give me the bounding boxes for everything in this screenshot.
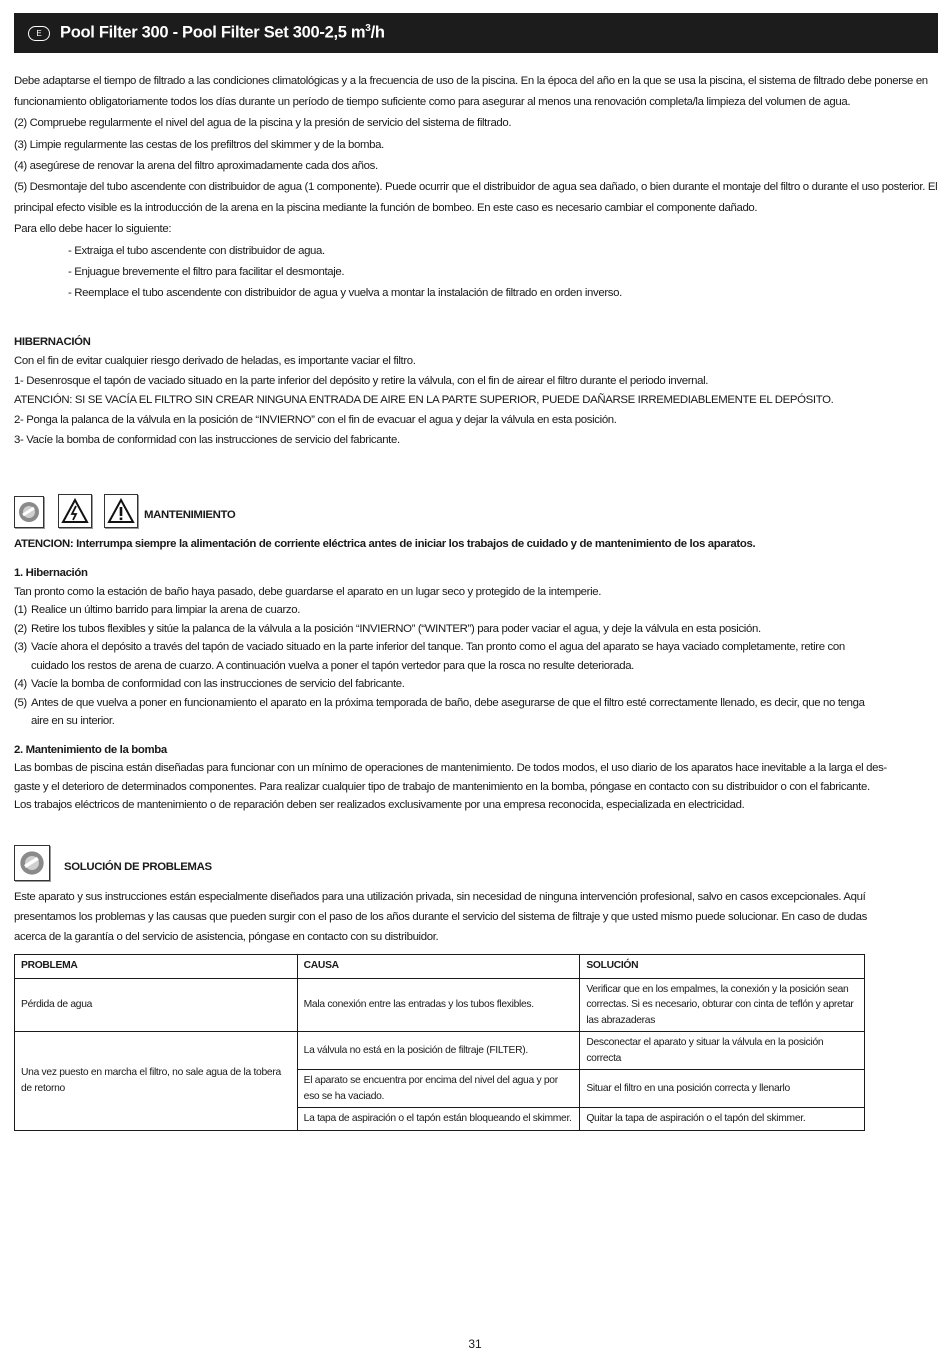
table-row bbox=[15, 978, 865, 1032]
table-cell: Desconectar el aparato y situar la válvula en la posición correcta bbox=[580, 1032, 865, 1070]
hibernacion-line: 2- Ponga la palanca de la válvula en la posición de “INVIERNO” con el fin de evacuar el agua y dejar la válvula en esta posición. bbox=[14, 414, 617, 427]
pump-line: Los trabajos eléctricos de mantenimiento o de reparación deben ser realizados exclusivamente por una empresa reconocida, especializada en electricidad. bbox=[14, 799, 745, 812]
intro-step: - Extraiga el tubo ascendente con distribuidor de agua. bbox=[68, 244, 325, 257]
intro-step: - Enjuague brevemente el filtro para facilitar el desmontaje. bbox=[68, 265, 345, 278]
problemas-intro-line: Este aparato y sus instrucciones están especialmente diseñados para una utilización privada, sin necesidad de ninguna intervención profesional, salvo en casos excepcionales. Aquí bbox=[14, 890, 866, 903]
maintenance-warning: ATENCION: Interrumpa siempre la alimentación de corriente eléctrica antes de iniciar los trabajos de cuidado y de mantenimiento de los aparatos. bbox=[14, 538, 756, 551]
intro-section bbox=[14, 71, 938, 304]
column-header: CAUSA bbox=[297, 954, 580, 978]
manual-page bbox=[14, 13, 938, 1131]
list-item: (4) Vacíe la bomba de conformidad con las instrucciones de servicio del fabricante. bbox=[14, 678, 405, 691]
mantenimiento-header bbox=[14, 494, 938, 528]
table-cell: La tapa de aspiración o el tapón están bloqueando el skimmer. bbox=[297, 1108, 580, 1131]
table-row bbox=[15, 1032, 865, 1070]
page-title: Pool Filter 300 - Pool Filter Set 300-2,5 $m^3/h$ bbox=[60, 23, 385, 42]
table-cell: Pérdida de agua bbox=[15, 978, 298, 1032]
table-cell: El aparato se encuentra por encima del nivel del agua y por eso se ha vaciado. bbox=[297, 1070, 580, 1108]
intro-line: (5) Desmontaje del tubo ascendente con distribuidor de agua (1 componente). Puede ocurrir que el distribuidor de agua sea dañado, o bien durante el montaje del filtro o durante el uso posterior. El bbox=[14, 181, 938, 194]
subsection-title: 1. Hibernación bbox=[14, 567, 88, 580]
intro-line: Para ello debe hacer lo siguiente: bbox=[14, 223, 172, 236]
column-header: PROBLEMA bbox=[15, 954, 298, 978]
intro-line: funcionamiento obligatoriamente todos los días durante un período de tiempo suficiente como para asegurar al menos una renovación completa/la limpieza del volumen de agua. bbox=[14, 96, 851, 109]
subsection-title: 2. Mantenimiento de la bomba bbox=[14, 743, 167, 756]
troubleshooting-table bbox=[14, 954, 865, 1131]
problemas-intro-line: presentamos los problemas y las causas que pueden surgir con el paso de los años durante el servicio del sistema de filtraje y que usted mismo puede solucionar. En caso de dudas bbox=[14, 910, 867, 923]
section-heading: MANTENIMIENTO bbox=[144, 508, 236, 521]
hibernation-steps bbox=[14, 601, 938, 731]
intro-line: (2) Compruebe regularmente el nivel del agua de la piscina y la presión de servicio del sistema de filtrado. bbox=[14, 117, 512, 130]
hibernacion-line: 1- Desenrosque el tapón de vaciado situado en la parte inferior del depósito y retire la válvula, con el fin de airear el filtro durante el periodo invernal. bbox=[14, 374, 709, 387]
list-item: (5) Antes de que vuelva a poner en funcionamiento el aparato en la próxima temporada de baño, debe asegurarse de que el filtro esté correctamente llenado, es decir, que no tenga aire en su interior. bbox=[14, 696, 865, 728]
table-cell: Quitar la tapa de aspiración o el tapón del skimmer. bbox=[580, 1108, 865, 1131]
list-item: (1) Realice un último barrido para limpiar la arena de cuarzo. bbox=[14, 604, 301, 617]
electric-warning-icon bbox=[58, 494, 92, 528]
title-bar bbox=[14, 13, 938, 53]
page-number: 31 bbox=[468, 1337, 482, 1351]
intro-line: Debe adaptarse el tiempo de filtrado a las condiciones climatológicas y a la frecuencia de uso de la piscina. En la época del año en la que se usa la piscina, el sistema de filtrado debe ponerse en bbox=[14, 75, 928, 87]
subsection-intro: Tan pronto como la estación de baño haya pasado, debe guardarse el aparato en un lugar seco y protegido de la intemperie. bbox=[14, 585, 602, 598]
table-cell: Situar el filtro en una posición correcta y llenarlo bbox=[580, 1070, 865, 1108]
hibernacion-line: Con el fin de evitar cualquier riesgo derivado de heladas, es importante vaciar el filtro. bbox=[14, 355, 416, 368]
column-header: SOLUCIÓN bbox=[580, 954, 865, 978]
hibernacion-line: ATENCIÓN: SI SE VACÍA EL FILTRO SIN CREAR NINGUNA ENTRADA DE AIRE EN LA PARTE SUPERIOR, PUEDE DAÑARSE IRREMEDIABLEMENTE EL DEPÓSITO. bbox=[14, 394, 834, 407]
table-cell: Una vez puesto en marcha el filtro, no sale agua de la tobera de retorno bbox=[15, 1032, 298, 1131]
hibernacion-section bbox=[14, 332, 938, 450]
maintenance-icon bbox=[14, 496, 44, 528]
pump-line: gaste y el deterioro de determinados componentes. Para realizar cualquier tipo de trabajo de mantenimiento en la bomba, póngase en contacto con su distribuidor o con el fabricante. bbox=[14, 780, 870, 793]
pump-line: Las bombas de piscina están diseñadas para funcionar con un mínimo de operaciones de mantenimiento. De todos modos, el uso diario de los aparatos hace inevitable a la larga el des- bbox=[14, 762, 887, 775]
list-item: (3) Vacíe ahora el depósito a través del tapón de vaciado situado en la parte inferior del tanque. Tan pronto como el agua del aparato se haya vaciado completamente, retire con cuidado los restos de arena de cuarzo. A continuación vuelva a poner el tapón vertedor para que la rosca no resulte deteriorada. bbox=[14, 641, 845, 672]
section-heading: SOLUCIÓN DE PROBLEMAS bbox=[64, 861, 212, 874]
section-heading: HIBERNACIÓN bbox=[14, 336, 91, 349]
intro-line: (4) asegúrese de renovar la arena del filtro aproximadamente cada dos años. bbox=[14, 159, 378, 172]
maintenance-icon bbox=[14, 845, 50, 881]
table-cell: La válvula no está en la posición de filtraje (FILTER). bbox=[297, 1032, 580, 1070]
table-header-row bbox=[15, 954, 865, 978]
language-badge: E bbox=[28, 26, 50, 41]
intro-line: (3) Limpie regularmente las cestas de los prefiltros del skimmer y de la bomba. bbox=[14, 138, 384, 151]
list-item: (2) Retire los tubos flexibles y sitúe la palanca de la válvula a la posición “INVIERNO” (“WINTER”) para poder vaciar el agua, y deje la válvula en esta posición. bbox=[14, 622, 761, 635]
table-cell: Verificar que en los empalmes, la conexión y la posición sean correctas. Si es necesario, obturar con cinta de teflón y apretar las abrazaderas bbox=[580, 978, 865, 1032]
intro-line: principal efecto visible es la introducción de la arena en la piscina mediante la función de bombeo. En este caso es necesario cambiar el componente dañado. bbox=[14, 202, 758, 215]
warning-icon bbox=[104, 494, 138, 528]
problemas-intro-line: acerca de la garantía o del servicio de asistencia, póngase en contacto con su distribuidor. bbox=[14, 930, 439, 943]
hibernacion-line: 3- Vacíe la bomba de conformidad con las instrucciones de servicio del fabricante. bbox=[14, 433, 400, 446]
table-cell: Mala conexión entre las entradas y los tubos flexibles. bbox=[297, 978, 580, 1032]
intro-step: - Reemplace el tubo ascendente con distribuidor de agua y vuelva a montar la instalación de filtrado en orden inverso. bbox=[68, 287, 622, 300]
problemas-header bbox=[14, 845, 938, 881]
